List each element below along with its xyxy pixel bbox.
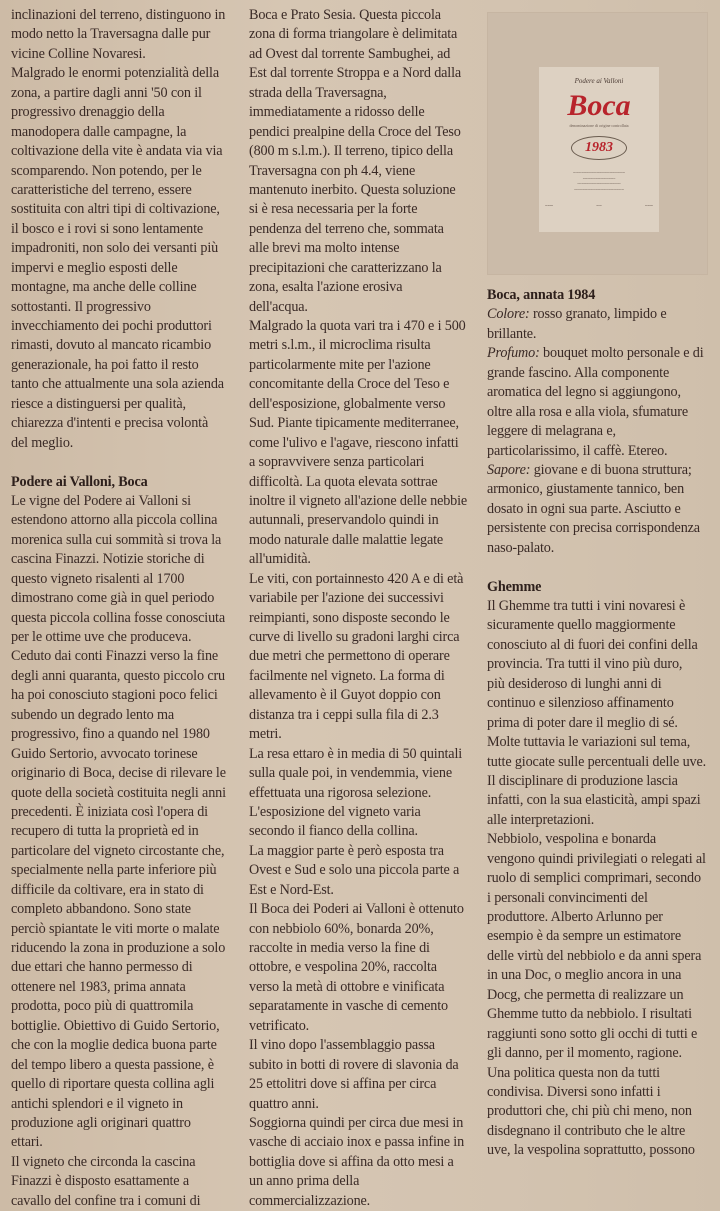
- text-line: metri.: [249, 726, 282, 743]
- text-line: pendenza del terreno che, sommata: [249, 220, 444, 237]
- text-line: zona di forma triangolare è delimitata: [249, 26, 458, 43]
- wine-label: [539, 67, 659, 232]
- text-line: prima di poter dare il meglio di sé.: [487, 714, 678, 731]
- text-line: sottostanti. Il progressivo: [11, 298, 151, 315]
- text-line: difficoltà. La quota elevata sottrae: [249, 473, 438, 490]
- wine-label-photo: [487, 12, 708, 275]
- text-line: Finazzi è disposto esattamente a: [11, 1173, 190, 1190]
- tasting-text: dosato in ogni sua parte. Asciutto e: [487, 500, 681, 517]
- text-line: autunnali, preservandolo quindi in: [249, 512, 439, 529]
- text-line: sulla quale poi, in vendemmia, viene: [249, 765, 453, 782]
- tasting-note-line: [487, 364, 713, 383]
- text-line: Il Ghemme tra tutti i vini novaresi è: [487, 598, 686, 614]
- text-line: del meglio.: [11, 434, 74, 451]
- tasting-text: aromatica del legno si aggiungono,: [487, 384, 681, 401]
- text-line: facilmente nel vigneto. La forma di: [249, 667, 445, 684]
- text-line: Ceduto dai conti Finazzi verso la fine: [11, 648, 219, 665]
- text-line: quello di riportare questa collina agli: [11, 1076, 215, 1093]
- text-line: tanto che attualmente una sola azienda: [11, 376, 224, 393]
- text-line: sostituita con altri tipi di coltivazione,: [11, 201, 220, 218]
- text-line: Le viti, con portainnesto 420 A e di età: [249, 570, 464, 587]
- text-line: tutte giocate sulle percentuali delle uve.: [487, 753, 707, 770]
- text-line: più desideroso di lunghi anni di: [487, 675, 662, 692]
- tasting-text: persistente con precisa corrispondenza: [487, 520, 700, 537]
- text-line: zona, esalta l'azione erosiva: [249, 279, 403, 296]
- text-line: 25 ettolitri dove si affina per circa: [249, 1076, 437, 1093]
- text-line: ottenere nel 1983, prima annata: [11, 978, 186, 995]
- text-line: rimasti, dovuto al mancato ricambio: [11, 337, 212, 354]
- section-heading: Ghemme: [487, 578, 542, 595]
- label-fine-print: ~~~~~~~~~~~~~~~~~~~~~~~~ ~~~~~~~~~~~~~~~ ~~~~~~~~~~~~~~~~~~~~ ~~~~~~~~~~~~~~~~~~~~~~~: [573, 170, 625, 192]
- text-line: antichi splendori e il vigneto in: [11, 1095, 183, 1112]
- text-line: i personali convincimenti del: [487, 889, 648, 906]
- text-line: curve di livello su gradoni larghi circa: [249, 629, 460, 645]
- text-line: due ettari che hanno permesso di: [11, 959, 193, 976]
- text-line: strada della Traversagna,: [249, 84, 387, 101]
- text-line: continuo e silenzioso affinamento: [487, 695, 674, 712]
- tasting-note-line: [487, 461, 713, 480]
- paragraph-gap: [11, 453, 243, 472]
- text-line: ettari.: [11, 1134, 43, 1151]
- text-line: Est dal torrente Stroppa e a Nord dalla: [249, 65, 462, 82]
- text-line: cavallo del confine tra i comuni di: [11, 1192, 201, 1209]
- text-line: Il vigneto che circonda la cascina: [11, 1153, 196, 1170]
- text-line: infatti, con la sua elasticità, ampi spazi: [487, 792, 701, 809]
- text-line: uve, la vespolina soprattutto, possono: [487, 1142, 695, 1159]
- text-line: caratteristiche del terreno, essere: [11, 181, 192, 198]
- text-line: Nebbiolo, vespolina e bonarda: [487, 831, 657, 848]
- text-line: scomparendo. Non potendo, per le: [11, 162, 202, 179]
- text-line: Guido Sertorio, avvocato torinese: [11, 745, 198, 762]
- tasting-label: Profumo:: [487, 345, 540, 362]
- text-line: Il vino dopo l'assemblaggio passa: [249, 1037, 435, 1054]
- text-column-3: [487, 286, 713, 1161]
- text-line: Malgrado le enormi potenzialità della: [11, 65, 219, 82]
- text-line: particolarmente mite per l'azione: [249, 356, 431, 373]
- text-line: effettuata una rigorosa selezione.: [249, 784, 432, 801]
- text-line: particolare del vigneto circostante che,: [11, 842, 225, 859]
- text-line: vasche di acciaio inox e passa infine in: [249, 1134, 465, 1151]
- text-line: conosciuto al di fuori dei confini della: [487, 636, 698, 653]
- text-line: vengono quindi privilegiati o relegati al: [487, 850, 706, 867]
- text-line: zona, a partire dagli anni '50 con il: [11, 84, 202, 101]
- text-line: bottiglia dove si affina da otto mesi a: [249, 1153, 454, 1170]
- text-line: allevamento è il Guyot doppio con: [249, 687, 441, 704]
- text-line: subendo un degrado lento ma: [11, 706, 175, 723]
- text-line: ha poi conosciuto stagioni poco felici: [11, 687, 218, 704]
- text-line: un anno prima della: [249, 1173, 360, 1190]
- text-line: vicine Colline Novaresi.: [11, 45, 146, 62]
- text-line: perciò spiantate le viti morte o malate: [11, 920, 220, 937]
- text-line: il bosco e i rovi si sono lentamente: [11, 220, 204, 237]
- tasting-label: Sapore:: [487, 461, 531, 478]
- text-line: Le vigne del Podere ai Valloni si: [11, 492, 191, 509]
- text-line: Il Boca dei Poderi ai Valloni è ottenuto: [249, 901, 464, 918]
- tasting-note-line: [487, 539, 713, 558]
- text-line: variabile per l'azione dei successivi: [249, 590, 444, 607]
- tasting-text: bouquet molto personale e di: [539, 345, 704, 362]
- text-line: reimpianti, sono disposte secondo le: [249, 609, 450, 626]
- tasting-text: particolarissimo, il caffè. Etereo.: [487, 442, 668, 459]
- text-line: chiarezza d'intenti e precisa volontà: [11, 415, 209, 432]
- tasting-note-line: [487, 422, 713, 441]
- text-line: commercializzazione.: [249, 1192, 371, 1209]
- text-line: sicuramente quello maggiormente: [487, 617, 676, 634]
- text-line: Sud. Piante tipicamente mediterranee,: [249, 415, 459, 432]
- text-line: Malgrado la quota vari tra i 470 e i 500: [249, 318, 466, 334]
- tasting-text: brillante.: [487, 325, 537, 342]
- text-line: Soggiorna quindi per circa due mesi in: [249, 1114, 464, 1131]
- text-line: bottiglie. Obiettivo di Guido Sertorio,: [11, 1017, 220, 1034]
- paragraph-gap: [487, 558, 713, 577]
- text-line: completo abbandono. Sono state: [11, 901, 191, 918]
- text-line: per le ottime uve che produceva.: [11, 629, 192, 645]
- text-line: Docg, che permetta di realizzare un: [487, 986, 684, 1003]
- section-heading: Podere ai Valloni, Boca: [11, 473, 148, 490]
- text-line: impadroniti, non solo dei versanti più: [11, 240, 219, 257]
- text-line: coltivazione della vite è andata via via: [11, 143, 223, 160]
- tasting-heading: Boca, annata 1984: [487, 287, 596, 303]
- text-line: del tempo libero a questa passione, è: [11, 1056, 214, 1073]
- text-line: due metri che permettono di operare: [249, 648, 450, 665]
- text-line: La maggior parte è però esposta tra: [249, 842, 444, 859]
- tasting-label: Colore:: [487, 306, 530, 323]
- text-line: estendono attorno alla piccola collina: [11, 512, 218, 529]
- text-line: progressivo, fino a quando nel 1980: [11, 726, 210, 743]
- text-line: come l'ulivo e l'agave, riescono infatti: [249, 434, 459, 451]
- text-line: Ghemme tutto da nebbiolo. I risultati: [487, 1006, 692, 1023]
- text-line: all'umidità.: [249, 551, 311, 568]
- text-line: difficile da coltivare, era in stato di: [11, 881, 204, 898]
- text-line: inoltre il vigneto all'azione delle nebbie: [249, 492, 468, 509]
- text-line: esempio è da sempre un estimatore: [487, 928, 682, 945]
- tasting-note-line: [487, 383, 713, 402]
- tasting-note-line: [487, 480, 713, 499]
- text-line: verso la metà di ottobre e vinificata: [249, 978, 445, 995]
- tasting-note-line: [487, 325, 713, 344]
- text-line: separatamente in vasche di cemento: [249, 998, 448, 1015]
- tasting-note-line: [487, 442, 713, 461]
- text-line: immediatamente a ridosso delle: [249, 104, 425, 121]
- text-line: produttori che, chi più chi meno, non: [487, 1103, 692, 1120]
- text-line: quattro anni.: [249, 1095, 319, 1112]
- text-line: con nebbiolo 60%, bonarda 20%,: [249, 920, 434, 937]
- text-line: dimostrano come già in quel periodo: [11, 590, 215, 607]
- tasting-text: giovane e di buona struttura;: [530, 461, 692, 478]
- text-line: specialmente nella parte inferiore più: [11, 862, 217, 879]
- tasting-text: armonico, giustamente tannico, ben: [487, 481, 685, 498]
- text-line: ottobre, e vespolina 20%, raccolta: [249, 959, 437, 976]
- text-line: L'esposizione del vigneto varia: [249, 803, 421, 820]
- text-line: Molte tuttavia le variazioni sul tema,: [487, 734, 691, 751]
- text-line: Ovest e Sud e solo una piccola parte a: [249, 862, 460, 879]
- text-line: montagne, ma anche delle colline: [11, 279, 197, 296]
- tasting-note-line: [487, 305, 713, 324]
- text-line: precipitazioni che caratterizzano la: [249, 259, 442, 276]
- text-line: a sopravvivere senza particolari: [249, 454, 425, 471]
- label-subtitle: denominazione di origine controllata: [569, 123, 629, 128]
- label-producer: Podere ai Valloni: [574, 77, 624, 85]
- text-line: progressivo drenaggio della: [11, 104, 165, 121]
- text-line: subito in botti di rovere di slavonia da: [249, 1056, 459, 1073]
- text-line: condivisa. Diversi sono infatti i: [487, 1083, 661, 1100]
- label-wine-name: Boca: [567, 89, 631, 122]
- tasting-note-line: [487, 344, 713, 363]
- text-line: morenica sulla cui sommità si trova la: [11, 531, 222, 548]
- text-line: questa piccola collina fosse conosciuta: [11, 609, 225, 626]
- text-line: prodotta, poco più di quattromila: [11, 998, 194, 1015]
- text-line: disdegnano il contributo che le altre: [487, 1122, 686, 1139]
- text-line: invecchiamento dei pochi produttori: [11, 318, 212, 334]
- text-line: in una Doc, o meglio ancora in una: [487, 967, 682, 984]
- text-line: raccolte in media verso la fine di: [249, 940, 430, 956]
- tasting-note-line: [487, 500, 713, 519]
- text-line: La resa ettaro è in media di 50 quintali: [249, 745, 463, 762]
- text-line: originario di Boca, decise di rilevare le: [11, 765, 226, 782]
- tasting-text: oltre alla rosa e alla viola, sfumature: [487, 403, 688, 420]
- text-line: raggiunti sono sotto gli occhi di tutti e: [487, 1025, 698, 1042]
- text-line: inclinazioni del terreno, distinguono in: [11, 7, 226, 23]
- tasting-text: grande fascino. Alla componente: [487, 364, 670, 381]
- text-line: si è resa necessaria per la forte: [249, 201, 418, 218]
- text-line: gli danno, per il momento, ragione.: [487, 1045, 682, 1062]
- text-line: Una politica questa non da tutti: [487, 1064, 660, 1081]
- tasting-text: rosso granato, limpido e: [529, 306, 667, 323]
- text-line: modo naturale dalle malattie legate: [249, 531, 444, 548]
- text-line: mantenuto inerbito. Questa soluzione: [249, 181, 456, 198]
- text-line: generazionale, ha poi fatto il resto: [11, 356, 199, 373]
- text-line: ruolo di semplici comprimari, secondo: [487, 870, 701, 887]
- text-line: Est e Nord-Est.: [249, 881, 334, 898]
- label-vintage-oval: 1983: [571, 136, 627, 160]
- text-line: modo netto la Traversagna dalle pur: [11, 26, 211, 43]
- tasting-text: leggere di melagrana e,: [487, 423, 616, 440]
- text-line: alle brevi ma molto intense: [249, 240, 400, 257]
- text-line: degli anni quaranta, questo piccolo cru: [11, 667, 225, 684]
- text-line: manodopera dalle campagne, la: [11, 123, 187, 140]
- tasting-note-line: [487, 403, 713, 422]
- text-line: alle interpretazioni.: [487, 811, 595, 828]
- text-line: vetrificato.: [249, 1017, 310, 1034]
- text-line: Boca e Prato Sesia. Questa piccola: [249, 7, 441, 23]
- text-line: questo vigneto risalenti al 1700: [11, 570, 185, 587]
- text-line: riesce a distinguersi per qualità,: [11, 395, 186, 412]
- text-line: dell'esposizione, globalmente verso: [249, 395, 446, 412]
- text-line: pendici prealpine della Croce del Teso: [249, 123, 461, 140]
- text-line: quote della società costituita negli anni: [11, 784, 226, 801]
- text-line: distanza tra i ceppi sulla fila di 2.3: [249, 706, 439, 723]
- tasting-text: naso-palato.: [487, 539, 555, 556]
- text-column-2: [249, 6, 481, 1211]
- text-line: produzione agli originari quattro: [11, 1114, 191, 1131]
- text-column-1: [11, 6, 243, 1211]
- text-line: Traversagna con ph 4.4, viene: [249, 162, 416, 179]
- text-line: secondo il fianco della collina.: [249, 823, 418, 840]
- text-line: concomitante della Croce del Teso e: [249, 376, 450, 393]
- text-line: recupero di tutta la proprietà ed in: [11, 823, 199, 840]
- text-line: impervi e meglio esposti delle: [11, 259, 178, 276]
- tasting-note-line: [487, 519, 713, 538]
- text-line: che con la moglie dedica buona parte: [11, 1037, 217, 1054]
- text-line: delle virtù del nebbiolo e da anni spera: [487, 947, 702, 964]
- text-line: provincia. Tra tutti il vino più duro,: [487, 656, 683, 673]
- text-line: cascina Finazzi. Notizie storiche di: [11, 551, 205, 568]
- text-line: dell'acqua.: [249, 298, 308, 315]
- text-line: metri s.l.m., il microclima risulta: [249, 337, 431, 354]
- text-line: (800 m s.l.m.). Il terreno, tipico della: [249, 143, 454, 160]
- label-footer: ~~~ ~~ ~~~: [545, 204, 653, 209]
- text-line: produttore. Alberto Arlunno per: [487, 909, 663, 925]
- text-line: riducendo la zona in produzione a solo: [11, 940, 226, 956]
- text-line: ad Ovest dal torrente Sambughei, ad: [249, 45, 451, 62]
- text-line: Il disciplinare di produzione lascia: [487, 772, 678, 789]
- text-line: precedenti. È iniziata così l'opera di: [11, 803, 208, 820]
